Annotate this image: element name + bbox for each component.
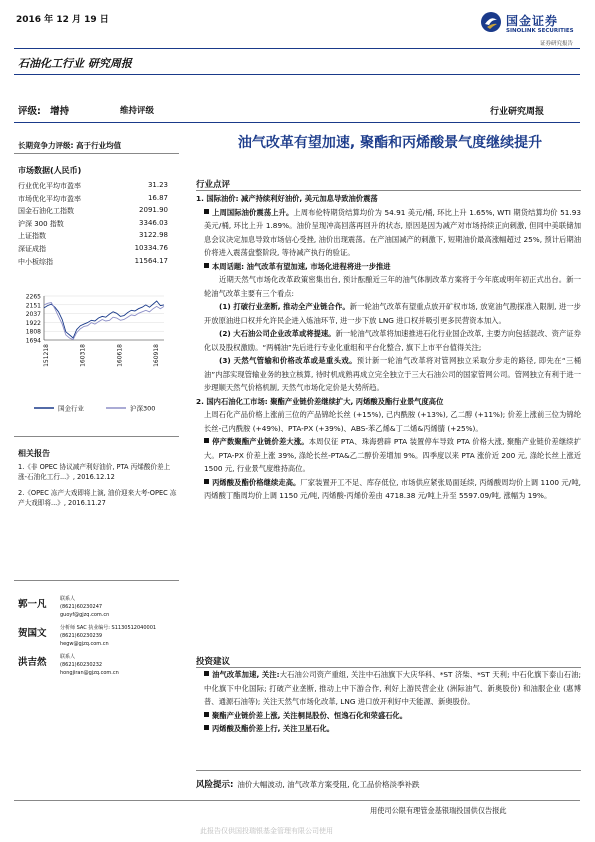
- left-rule-3: [14, 580, 179, 581]
- x-tick-label: 160618: [116, 344, 124, 367]
- y-tick-label: 2265: [25, 293, 41, 301]
- bullet-icon: [204, 263, 209, 268]
- p2-item-3-text: 预计新一轮油气改革将对管网独立采取分步走的路径, 即先在“三桶油”内部实现管输业务的独立核算, 待时机成熟再成立完全独立于三大石油公司的国家管网公司。管网独立有利于进一步理顺天然气价格机制, 天然气市场化定价是大势所趋。: [204, 356, 581, 392]
- market-data-key: 市场优化平均市盈率: [18, 194, 81, 203]
- risk-label: 风险提示:: [196, 780, 234, 790]
- main-body: [196, 192, 581, 503]
- legend-label: 国金行业: [58, 404, 84, 413]
- bullet-icon: [204, 209, 209, 214]
- investment-body: [196, 668, 581, 736]
- left-rule-2: [14, 436, 179, 437]
- p2-bullet-line: [196, 260, 581, 274]
- inv-bullet-3: [196, 722, 581, 736]
- analyst-phone: (8621)60230247: [60, 604, 103, 610]
- analyst-email[interactable]: hongjiran@gjzq.com.cn: [60, 670, 119, 676]
- p3-bullet-2-text: 厂家装置开工不足、库存低位, 市场供应紧张局面延续, 丙烯酸周均价上调 1100 元/吨, 丙烯酸丁酯周均价上调 1150 元/吨, 丙烯酸-丙烯价差由 4718.38 元/吨上升至 5597.09/吨, 涨幅为 19%。: [204, 477, 581, 500]
- rating-rule: [14, 122, 580, 123]
- p2-bullet: 本周话题: 油气改革有望加速, 市场化进程将进一步推进: [212, 261, 391, 271]
- analyst-3: [18, 654, 183, 684]
- main-title: 油气改革有望加速, 聚酯和丙烯酸景气度继续提升: [237, 135, 543, 151]
- inv-bullet-2-text: 聚酯产业链价差上涨, 关注桐昆股份、恒逸石化和荣盛石化。: [212, 710, 408, 720]
- related-reports-title: 相关报告: [18, 449, 50, 458]
- related-report-2[interactable]: 2.《OPEC 冻产大戏即将上演, 油价迎来大考-OPEC 冻产大戏即将...》, 2016.11.27: [18, 489, 177, 507]
- analyst-phone: (8621)60230232: [60, 662, 103, 668]
- bullet-icon: [204, 438, 209, 443]
- p1-text: 上周布伦特期货结算均价为 54.91 美元/桶, 环比上升 1.65%, WTI 期货结算均价 51.93 美元/桶, 环比上升 1.89%。油价呈现冲高回落再回升的状态, 原因是因为减产对市场持续正向刺激, 但同中美联储加息会议决定加息导致市场信心受挫, 油价出现震荡。在产油国减产的刺激下, 短期油价最高涨幅超过 25%, 预计后期油价将进入震荡盘整阶段, 等待减产执行的验证。: [204, 207, 581, 257]
- logo-en: SINOLINK SECURITIES: [506, 28, 574, 34]
- bullet-icon: [204, 671, 209, 676]
- bullet-icon: [204, 712, 209, 717]
- p3-bullet-2-head: 丙烯酸及酯价格继续走高。: [212, 477, 301, 487]
- market-data-key: 国金石油化工指数: [18, 207, 74, 216]
- y-tick-label: 2037: [25, 311, 41, 319]
- y-tick-label: 2151: [25, 302, 41, 310]
- market-data-title: 市场数据(人民币): [18, 166, 82, 175]
- market-data-key: 上证指数: [18, 232, 46, 241]
- bullet-icon: [204, 479, 209, 484]
- analyst-name: 贺国文: [18, 628, 47, 639]
- market-data-value: 3122.98: [139, 231, 168, 240]
- rating: [18, 103, 69, 117]
- footer-watermark: 此报告仅供国投瑞银基金管理有限公司使用: [200, 827, 333, 835]
- p3-text: 上周石化产品价格上涨前三位的产品锦纶长丝 (+15%), 己内酰胺 (+13%), 乙二醇 (+11%); 价差上涨前三位为锦纶长丝-己内酰胺 (+49%)、PTA-PX (+39%)、ABS-苯乙烯&丁二烯&丙烯腈 (+25%)。: [204, 410, 581, 433]
- p3-heading: 2. 国内石油化工市场: 聚酯产业链价差继续扩大, 丙烯酸及酯行业景气度高位: [196, 396, 444, 406]
- series-line-沪深300: [44, 303, 164, 340]
- related-report-1[interactable]: 1.《非 OPEC 协议减产利好油价, PTA 丙烯酸价差上涨-石油化工行...》, 2016.12.12: [18, 463, 171, 481]
- p2-item-3: [196, 354, 581, 395]
- market-data-value: 10334.76: [134, 244, 168, 252]
- p2-item-2-head: (2) 大石油公司企业改革或将提速。: [219, 329, 336, 338]
- maintain-rating: 维持评级: [120, 106, 155, 116]
- inv-bullet-1-text: 大石油公司资产重组, 关注中石油旗下大庆华科、*ST 济柴、*ST 天利; 中石化旗下泰山石油; 中化旗下中化国际; 打破产业垄断, 推动上中下游合作, 利好上游民营企业 (洲际油气、新奥股份) 和油服企业 (惠博普、通源石油等); 关注天然气市场化改革, LNG 进口放开利好中天能源、新奥股份。: [204, 670, 581, 706]
- p3-bullet-2: [196, 476, 581, 503]
- market-data-value: 2091.90: [139, 206, 168, 215]
- analyst-phone: (8621)60230239: [60, 633, 103, 639]
- logo-tag: 证券研究报告: [540, 41, 574, 47]
- p1-heading: 1. 国际油价: 减产持续利好油价, 美元加息导致油价震荡: [196, 194, 378, 203]
- p2-item-1: [196, 300, 581, 327]
- section-rule-3: [196, 770, 581, 771]
- footer-notice: 用使司公限有理管金基银瑞投国供仅告报此: [370, 806, 507, 815]
- market-data-row: [18, 181, 168, 192]
- market-data-value: 3346.03: [139, 218, 168, 227]
- market-data-value: 31.23: [147, 181, 168, 189]
- industry-title: 石油化工行业 研究周报: [18, 57, 132, 70]
- p2-item-3-head: (3) 天然气管输和价格改革或是重头戏。: [219, 356, 357, 365]
- market-data-row: [18, 206, 168, 217]
- index-chart-svg: [14, 290, 176, 420]
- header-rule: [14, 48, 580, 49]
- sinolink-logo: [480, 9, 585, 49]
- analyst-role: 分析师 SAC 执业编号: S1130512040001: [60, 625, 157, 631]
- p2-item-1-text: 新一轮油气改革有望重点放开矿权市场, 放宽油气勘探准入限制, 进一步开放原油进口权并允许民企进入炼油环节, 进一步下放 LNG 进口权并吸引更多民营资本加入。: [204, 302, 581, 325]
- sinolink-logo-icon: [480, 11, 502, 33]
- p2-item-2-text: 新一轮油气改革将加速推进石化行业国企改革, 主要方向包括混改、资产证券化以及股权激励。“两桶油”先后进行专业化重组和平台化整合, 旗下上市平台值得关注;: [204, 329, 581, 352]
- series-line-国金行业: [44, 301, 164, 338]
- inv-bullet-2: [196, 709, 581, 723]
- analyst-name: 洪吉然: [18, 657, 47, 668]
- competitive-rating: 长期竞争力评级: 高于行业均值: [18, 141, 122, 150]
- p2-item-2: [196, 327, 581, 354]
- risk-warning: [196, 778, 419, 790]
- y-tick-label: 1808: [25, 328, 41, 336]
- analyst-email[interactable]: hegw@gjzq.com.cn: [60, 641, 109, 647]
- rating-label: 评级:: [18, 106, 41, 117]
- x-tick-label: 151218: [43, 344, 50, 367]
- p3-bullet-1-text: 本周仅征 PTA、珠海碧辟 PTA 装置停车导致 PTA 价格大涨, 聚酯产业链价差继续扩大。PTA-PX 价差上涨 39%, 涤纶长丝-PTA&乙二醇价差增加 9%。四季度以来 PTA 涨价近 200 元, 涤纶长丝上涨近 1500 元, 行业景气度维持高位。: [204, 437, 581, 473]
- inv-bullet-1-head: 油气改革加速, 关注:: [212, 670, 280, 679]
- market-data-key: 中小板综指: [18, 257, 53, 266]
- analyst-1: [18, 596, 183, 626]
- market-data-row: [18, 244, 168, 255]
- report-date: 2016 年 12 月 19 日: [16, 15, 109, 25]
- x-tick-label: 160918: [153, 344, 160, 367]
- x-tick-label: 160318: [79, 344, 87, 367]
- p1-bullet: 上周国际油价震荡上升。: [212, 207, 294, 217]
- p3-bullet-1: [196, 435, 581, 476]
- inv-bullet-1: [196, 668, 581, 709]
- p2-text: 近期天然气市场化改革政策密集出台, 预计酝酿近三年的油气体制改革方案将于今年底或明年初正式出台。新一轮油气改革主要有三个看点:: [204, 275, 581, 298]
- bullet-icon: [204, 725, 209, 730]
- report-type: 行业研究周报: [490, 107, 545, 117]
- market-data-value: 16.87: [147, 193, 168, 202]
- analyst-role: 联系人: [60, 654, 76, 660]
- y-tick-label: 1922: [25, 319, 41, 327]
- title-rule: [14, 74, 580, 75]
- section-industry-review: 行业点评: [196, 180, 231, 190]
- left-rule-1: [14, 153, 179, 154]
- y-tick-label: 1694: [25, 337, 41, 345]
- market-data-row: [18, 231, 168, 242]
- legend-label: 沪深300: [130, 404, 156, 413]
- inv-bullet-3-text: 丙烯酸及酯价差上行, 关注卫星石化。: [212, 724, 335, 733]
- p1-paragraph: [196, 206, 581, 260]
- section-investment-advice: 投资建议: [196, 657, 231, 667]
- market-data-row: [18, 219, 168, 230]
- market-data-key: 深证成指: [18, 245, 46, 253]
- analyst-name: 郭一凡: [18, 599, 47, 610]
- market-data-row: [18, 257, 168, 268]
- section-rule-1: [196, 190, 581, 191]
- market-data-value: 11564.17: [134, 256, 168, 265]
- p2-item-1-head: (1) 打破行业垄断, 推动全产业链合作。: [219, 302, 350, 311]
- p3-bullet-1-head: 停产数聚酯产业链价差大涨。: [212, 437, 309, 446]
- analyst-email[interactable]: guoyf@gjzq.com.cn: [60, 612, 110, 618]
- analyst-2: [18, 625, 183, 655]
- logo-cn: 国金证券: [506, 14, 559, 28]
- index-chart: [14, 290, 176, 420]
- analyst-role: 联系人: [60, 596, 76, 602]
- market-data-row: [18, 194, 168, 205]
- risk-text: 油价大幅波动, 油气改革方案受阻, 化工品价格淡季补跌: [237, 780, 420, 789]
- footer-rule: [14, 800, 580, 801]
- rating-value: 增持: [50, 106, 70, 117]
- market-data-key: 行业优化平均市盈率: [18, 182, 81, 190]
- market-data-key: 沪深 300 指数: [18, 219, 64, 228]
